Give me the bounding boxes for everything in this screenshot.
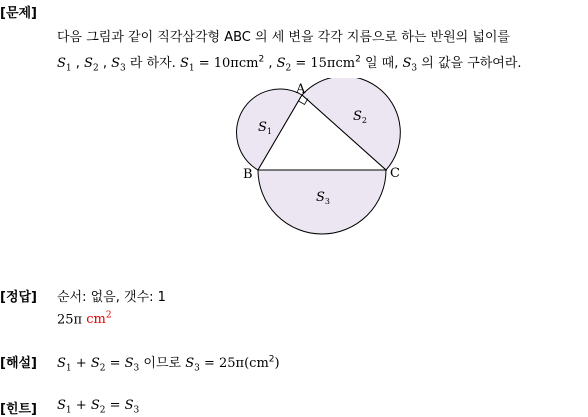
hint-text: $S_1 + S_2 = S_3$ bbox=[57, 398, 140, 416]
semicircle-figure bbox=[230, 78, 410, 242]
s2-value: = 15πcm bbox=[291, 56, 356, 71]
vertex-b-label: B bbox=[243, 167, 253, 182]
problem-line-2: $S_1$ , $S_2$ , $S_3$ 라 하자. $S_1 = 10\pi cm^2$ , $S_2 = 15\pi cm^2$ 일 때, $S_3$ 의 값을 구하여라. bbox=[57, 54, 522, 74]
problem-line-1: 다음 그림과 같이 직각삼각형 ABC 의 세 변을 각각 지름으로 하는 반원의 넓이를 bbox=[57, 30, 510, 45]
s1-value: = 10πcm bbox=[194, 56, 259, 71]
s2-symbol: $S_2$ bbox=[84, 56, 99, 74]
vertex-a-label: A bbox=[296, 82, 306, 97]
region-s3-label: $S_3$ bbox=[316, 190, 330, 206]
region-s1-label: $S_1$ bbox=[258, 120, 272, 136]
problem-label: [문제] bbox=[0, 6, 37, 21]
vertex-c-label: C bbox=[390, 166, 400, 181]
answer-value: 25π $cm^2$ bbox=[57, 311, 112, 328]
explanation-label: [해설] bbox=[0, 356, 37, 371]
explanation-text: $S_1 + S_2 = S_3$ 이므로 $S_3 = 25\pi(cm^2)$ bbox=[57, 354, 280, 374]
region-s2-label: $S_2$ bbox=[353, 109, 367, 125]
answer-meta: 순서: 없음, 갯수: 1 bbox=[57, 290, 166, 305]
answer-label: [정답] bbox=[0, 290, 37, 305]
hint-label: [힌트] bbox=[0, 402, 37, 417]
answer-unit: $cm^2$ bbox=[86, 311, 112, 328]
s1-symbol: $S_1$ bbox=[57, 56, 72, 74]
s3-symbol: $S_3$ bbox=[111, 56, 126, 74]
